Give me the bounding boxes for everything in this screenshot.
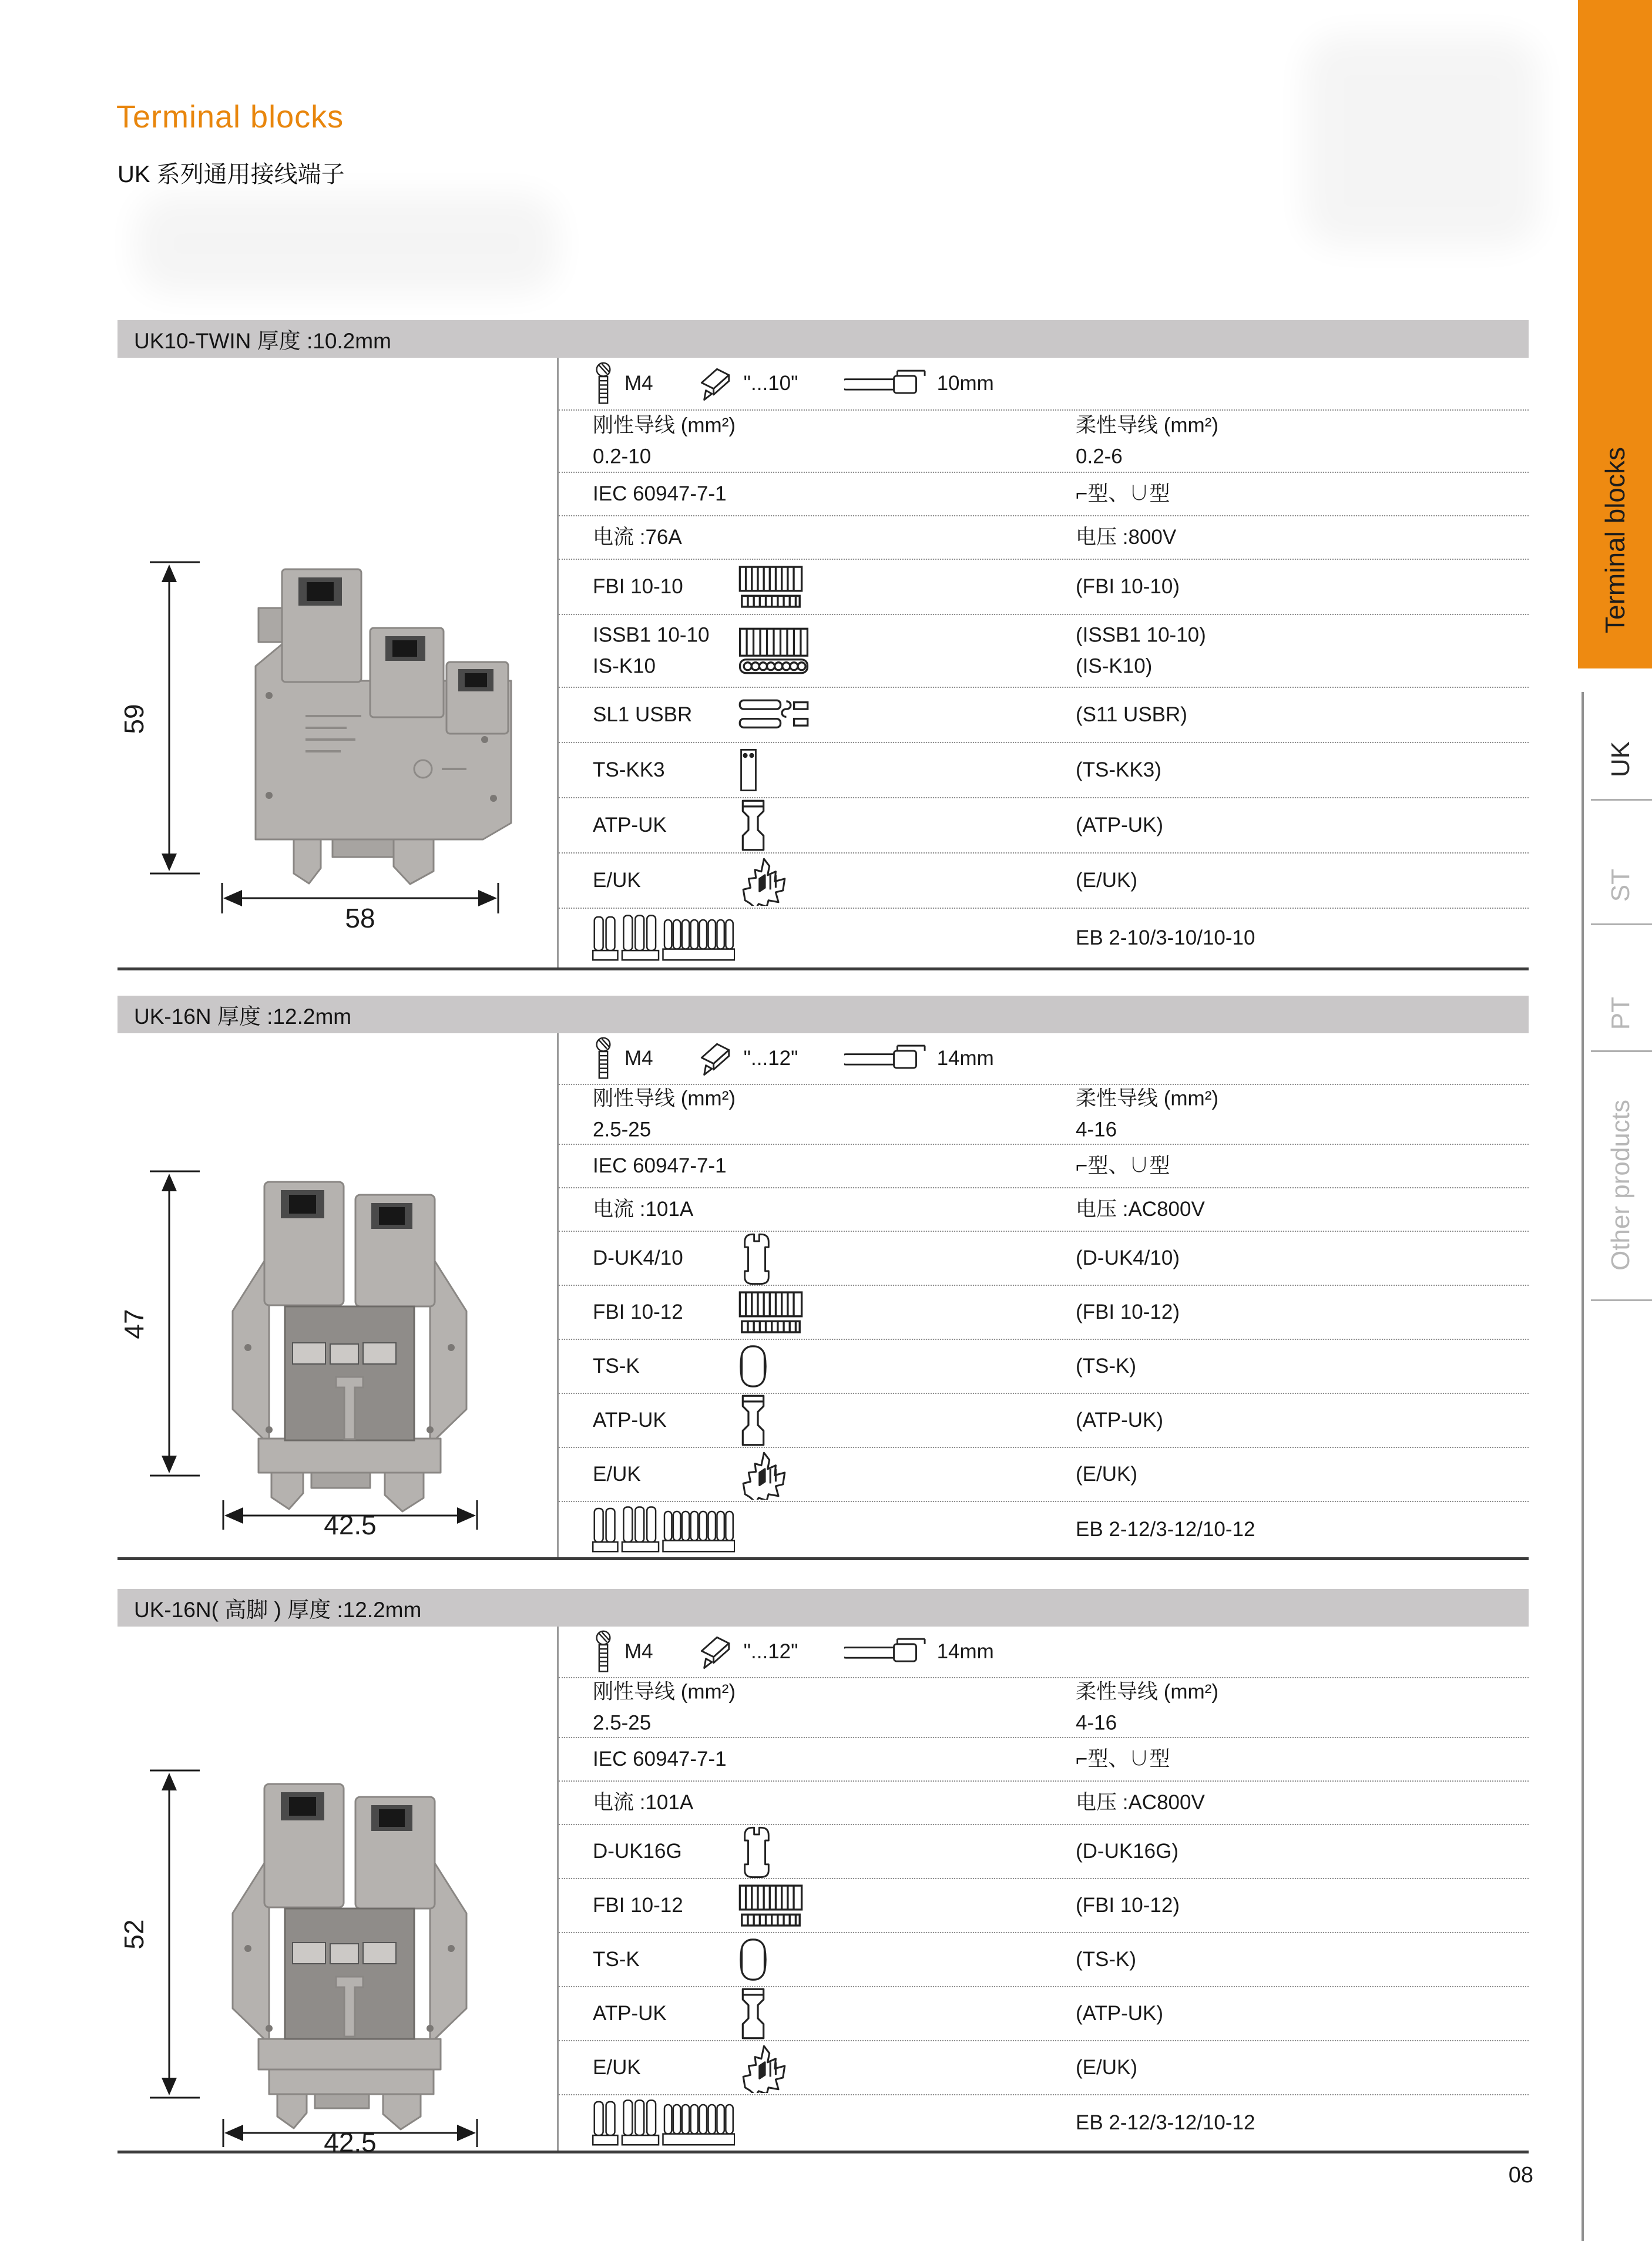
- dim-height-label: 59: [119, 704, 149, 734]
- spec-icon-cell: [738, 855, 792, 906]
- spec-left-cell: E/UK: [593, 868, 641, 892]
- spec-icon-cell: [738, 565, 804, 609]
- spec-right-cell: (D-UK16G): [1076, 1839, 1179, 1863]
- spec-left-cell: 刚性导线 (mm²) 2.5-25: [593, 1680, 736, 1734]
- spec-icon-cell: [738, 1987, 768, 2040]
- fitting-icons-row: [559, 1627, 1529, 1678]
- comb-circles-icon: [738, 627, 810, 675]
- spec-icon-cell: [738, 1884, 804, 1928]
- spec-row: [559, 615, 1529, 688]
- spec-row: [559, 516, 1529, 560]
- sidebar-divider: [1591, 1299, 1652, 1301]
- spec-rows: [559, 1085, 1529, 1557]
- page-subtitle: UK 系列通用接线端子: [117, 162, 345, 187]
- spec-left-cell: ATP-UK: [593, 813, 667, 836]
- spec-left-cell: FBI 10-12: [593, 1300, 683, 1323]
- ferrule-icon: [699, 365, 733, 402]
- sidebar-divider: [1591, 799, 1652, 801]
- spec-right-cell: EB 2-12/3-12/10-12: [1076, 1517, 1255, 1541]
- spec-row: [559, 1825, 1529, 1879]
- spec-right-cell: 电压 :AC800V: [1076, 1790, 1205, 1814]
- sidebar-divider: [1591, 1050, 1652, 1052]
- spec-icon-cell: [738, 1291, 804, 1335]
- spec-table: [557, 358, 1529, 967]
- sidebar-item-other-products: Other products: [1606, 1099, 1635, 1271]
- screw-size-label: M4: [624, 1047, 653, 1070]
- strip-length-label: 14mm: [936, 1047, 994, 1070]
- strip-length-icon: [844, 369, 926, 398]
- spec-icon-cell: [738, 1449, 792, 1500]
- euk-icon: [738, 2042, 792, 2093]
- spec-left-cell: 刚性导线 (mm²) 2.5-25: [593, 1087, 736, 1141]
- spec-rows: [559, 1678, 1529, 2151]
- spec-left-cell: ATP-UK: [593, 1408, 667, 1432]
- spec-icon-cell: [738, 2042, 792, 2093]
- spec-left-cell: D-UK4/10: [593, 1246, 683, 1269]
- spec-right-cell: (D-UK4/10): [1076, 1246, 1180, 1269]
- spec-icon-cell: [591, 914, 735, 962]
- spec-right-cell: 电压 :800V: [1076, 525, 1177, 549]
- sidebar-tab-label: Terminal blocks: [1600, 447, 1630, 633]
- spec-right-cell: 电压 :AC800V: [1076, 1197, 1205, 1221]
- spec-row: [559, 1678, 1529, 1738]
- spec-right-cell: 柔性导线 (mm²) 4-16: [1076, 1087, 1219, 1141]
- duk-icon: [738, 1232, 775, 1285]
- spec-left-cell: 电流 :76A: [593, 525, 682, 549]
- spec-row: [559, 743, 1529, 798]
- sidebar-item-pt: PT: [1606, 997, 1635, 1030]
- ferrule-icon: [699, 1040, 733, 1077]
- ferrule-size-label: "...10": [743, 372, 798, 395]
- spec-row: [559, 1879, 1529, 1933]
- spec-right-cell: (E/UK): [1076, 2055, 1137, 2079]
- spec-right-cell: (ISSB1 10-10) (IS-K10): [1076, 623, 1206, 677]
- tsk-icon: [738, 1937, 768, 1983]
- eb-strip-icon: [591, 2099, 735, 2147]
- spec-left-cell: 电流 :101A: [593, 1197, 694, 1221]
- spec-left-cell: IEC 60947-7-1: [593, 1747, 727, 1770]
- spec-icon-cell: [738, 1394, 768, 1447]
- product-image-column: [117, 1627, 557, 2151]
- spec-row: [559, 688, 1529, 743]
- spec-icon-cell: [738, 1343, 768, 1389]
- spec-icon-cell: [738, 1232, 775, 1285]
- dim-width-label: 42.5: [324, 1510, 377, 1536]
- section-uk-16n: [117, 996, 1529, 1560]
- spec-right-cell: (ATP-UK): [1076, 1408, 1164, 1432]
- spec-row: [559, 1738, 1529, 1782]
- spec-right-cell: 柔性导线 (mm²) 4-16: [1076, 1680, 1219, 1734]
- spec-row: [559, 411, 1529, 473]
- spec-right-cell: EB 2-12/3-12/10-12: [1076, 2111, 1255, 2134]
- section-uk10-twin: [117, 320, 1529, 970]
- strip-length-label: 10mm: [936, 372, 994, 395]
- comb-icon: [738, 565, 804, 609]
- spec-right-cell: ⌐型、∪型: [1076, 1154, 1170, 1177]
- spec-row: [559, 1933, 1529, 1987]
- strip-length-icon: [844, 1044, 926, 1073]
- spec-right-cell: (FBI 10-12): [1076, 1300, 1180, 1323]
- spec-row: [559, 854, 1529, 909]
- spec-row: [559, 1085, 1529, 1145]
- spec-right-cell: (TS-K): [1076, 1354, 1137, 1377]
- spec-right-cell: ⌐型、∪型: [1076, 482, 1170, 505]
- product-photo-uk-16n-high: [117, 1715, 523, 2152]
- ferrule-icon: [699, 1633, 733, 1671]
- screw-icon: [593, 362, 614, 405]
- strip-length-icon: [844, 1637, 926, 1667]
- spec-row: [559, 2041, 1529, 2095]
- spec-left-cell: 刚性导线 (mm²) 0.2-10: [593, 414, 736, 468]
- product-image-column: [117, 1033, 557, 1557]
- spec-left-cell: TS-KK3: [593, 758, 665, 781]
- spec-row: [559, 2095, 1529, 2151]
- spec-right-cell: 柔性导线 (mm²) 0.2-6: [1076, 414, 1219, 468]
- section-header: UK-16N( 高脚 ) 厚度 :12.2mm: [117, 1589, 1529, 1627]
- product-image-column: [117, 358, 557, 967]
- spec-row: [559, 1448, 1529, 1502]
- spec-right-cell: (FBI 10-10): [1076, 574, 1180, 598]
- eb-strip-icon: [591, 914, 735, 962]
- ferrule-size-label: "...12": [743, 1640, 798, 1663]
- spec-icon-cell: [738, 1825, 775, 1878]
- sidebar-item-st: ST: [1606, 869, 1635, 902]
- spec-icon-cell: [738, 799, 768, 852]
- spec-left-cell: FBI 10-10: [593, 574, 683, 598]
- spec-icon-cell: [591, 2099, 735, 2147]
- spec-row: [559, 473, 1529, 516]
- tsk-icon: [738, 1343, 768, 1389]
- spec-row: [559, 1340, 1529, 1394]
- page-number: 08: [1508, 2163, 1533, 2188]
- dim-width-label: 58: [345, 903, 375, 930]
- sidebar-rail: [1582, 692, 1584, 2241]
- atp-icon: [738, 1987, 768, 2040]
- spec-left-cell: TS-K: [593, 1947, 640, 1971]
- spec-right-cell: (ATP-UK): [1076, 2001, 1164, 2025]
- spec-icon-cell: [738, 696, 810, 734]
- comb-icon: [738, 1291, 804, 1335]
- comb-icon: [738, 1884, 804, 1928]
- spec-row: [559, 1782, 1529, 1825]
- spec-left-cell: D-UK16G: [593, 1839, 682, 1863]
- spec-row: [559, 798, 1529, 854]
- atp-icon: [738, 799, 768, 852]
- euk-icon: [738, 1449, 792, 1500]
- atp-icon: [738, 1394, 768, 1447]
- fitting-icons-row: [559, 1033, 1529, 1085]
- spec-row: [559, 1286, 1529, 1340]
- spec-right-cell: ⌐型、∪型: [1076, 1747, 1170, 1770]
- spec-rows: [559, 411, 1529, 967]
- spec-right-cell: (S11 USBR): [1076, 703, 1187, 726]
- spec-left-cell: ATP-UK: [593, 2001, 667, 2025]
- spec-right-cell: (E/UK): [1076, 868, 1137, 892]
- screw-size-label: M4: [624, 372, 653, 395]
- ferrule-size-label: "...12": [743, 1047, 798, 1070]
- euk-icon: [738, 855, 792, 906]
- eb-strip-icon: [591, 1506, 735, 1554]
- product-photo-uk10-twin: [117, 493, 523, 930]
- spec-right-cell: (TS-KK3): [1076, 758, 1161, 781]
- spec-row: [559, 1232, 1529, 1286]
- strip-length-label: 14mm: [936, 1640, 994, 1663]
- spec-left-cell: E/UK: [593, 1462, 641, 1486]
- spec-row: [559, 1394, 1529, 1448]
- spec-left-cell: IEC 60947-7-1: [593, 482, 727, 505]
- screw-icon: [593, 1630, 614, 1674]
- screw-size-label: M4: [624, 1640, 653, 1663]
- spec-row: [559, 1145, 1529, 1188]
- page-title: Terminal blocks: [116, 99, 344, 135]
- fitting-icons-row: [559, 358, 1529, 411]
- sidebar-tab-terminal-blocks: [1578, 0, 1652, 668]
- bars-icon: [738, 696, 810, 734]
- screw-icon: [593, 1037, 614, 1080]
- spec-icon-cell: [738, 627, 810, 675]
- spec-left-cell: SL1 USBR: [593, 703, 693, 726]
- spec-row: [559, 1987, 1529, 2041]
- spec-left-cell: ISSB1 10-10 IS-K10: [593, 623, 710, 677]
- spec-right-cell: (E/UK): [1076, 1462, 1137, 1486]
- spec-row: [559, 909, 1529, 967]
- spec-table: [557, 1627, 1529, 2151]
- spec-left-cell: TS-K: [593, 1354, 640, 1377]
- spec-icon-cell: [591, 1506, 735, 1554]
- spec-left-cell: IEC 60947-7-1: [593, 1154, 727, 1177]
- spec-left-cell: FBI 10-12: [593, 1893, 683, 1917]
- scan-watermark: [135, 194, 558, 294]
- spec-right-cell: (TS-K): [1076, 1947, 1137, 1971]
- section-header: UK10-TWIN 厚度 :10.2mm: [117, 320, 1529, 358]
- spec-row: [559, 1502, 1529, 1557]
- product-photo-uk-16n: [117, 1113, 523, 1536]
- dim-height-label: 52: [119, 1919, 149, 1950]
- section-uk-16n-high: [117, 1589, 1529, 2153]
- sidebar-item-uk: UK: [1606, 741, 1635, 778]
- spec-left-cell: E/UK: [593, 2055, 641, 2079]
- dim-height-label: 47: [119, 1309, 149, 1339]
- scan-watermark: [1304, 35, 1539, 247]
- spec-right-cell: EB 2-10/3-10/10-10: [1076, 926, 1255, 949]
- spec-right-cell: (ATP-UK): [1076, 813, 1164, 836]
- spec-icon-cell: [738, 748, 759, 792]
- spec-icon-cell: [738, 1937, 768, 1983]
- plate-icon: [738, 748, 759, 792]
- spec-table: [557, 1033, 1529, 1557]
- duk-icon: [738, 1825, 775, 1878]
- spec-row: [559, 560, 1529, 615]
- spec-row: [559, 1188, 1529, 1232]
- spec-left-cell: 电流 :101A: [593, 1790, 694, 1814]
- spec-right-cell: (FBI 10-12): [1076, 1893, 1180, 1917]
- sidebar-divider: [1591, 923, 1652, 925]
- dim-width-label: 42.5: [324, 2127, 377, 2152]
- section-header: UK-16N 厚度 :12.2mm: [117, 996, 1529, 1033]
